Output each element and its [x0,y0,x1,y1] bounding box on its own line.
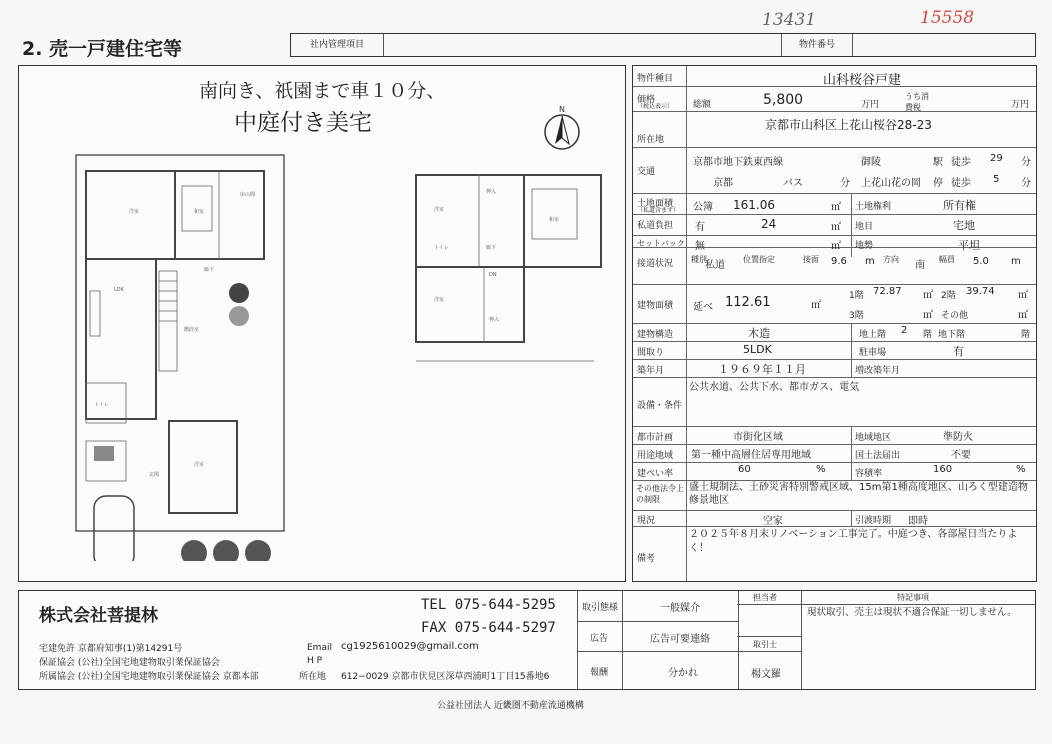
above-ground-value: 2 [901,325,908,336]
road-w-label: 幅員 [939,255,955,264]
floor3-unit: ㎡ [923,310,933,321]
zoning-label: 用途地域 [637,451,674,461]
traffic-minute-unit: 分 [1021,157,1031,168]
handwritten-number-left: 13431 [762,10,817,30]
price-value: 5,800 [763,92,804,108]
traffic-bus-minute-unit: 分 [1021,178,1031,189]
district-value: 準防火 [943,432,973,443]
below-ground-label: 地下階 [938,330,966,340]
svg-text:トイレ: トイレ [434,245,449,251]
status-value: 空家 [763,516,783,527]
type-value: 山科桜谷戸建 [823,73,902,88]
handover-label: 引渡時期 [855,516,892,526]
address-label: 所在地 [637,135,665,145]
road-kind-label: 種別 [691,255,707,264]
district-label: 地域地区 [855,433,892,443]
svg-text:玄関: 玄関 [149,472,160,478]
person-label: 担当者 [753,593,777,602]
traffic-bus-unit: 分 [840,178,850,189]
below-ground-suffix: 階 [1021,330,1031,340]
facility-value: 公共水道、公共下水、都市ガス、電気 [689,382,860,393]
svg-text:DN: DN [489,272,497,278]
land-use-value: 宅地 [953,219,975,232]
organization-footer: 公益社団法人 近畿圏不動産流通機構 [437,701,584,711]
headline-1: 南向き、祇園まで車１０分、 [199,80,446,102]
building-total-value: 112.61 [725,295,771,310]
price-total-label: 総額 [693,100,712,110]
deal-type-value: 一般媒介 [660,603,700,614]
floor3-label: 3階 [849,311,864,321]
footer-panel [18,590,1036,690]
private-road-unit: ㎡ [831,222,841,233]
svg-text:廊下: 廊下 [204,267,215,273]
floor-plan-upper [394,171,609,371]
structure-value: 木造 [748,327,770,340]
land-area-label: 土地面積 [637,199,674,209]
restrictions-label: その他法令上の制限 [636,484,684,504]
special-notes [801,591,1035,689]
land-area-unit: ㎡ [831,202,841,213]
license: 宅建免許 京都府知事(1)第14291号 [39,644,183,654]
traffic-stop-suffix: 停 [933,178,943,189]
svg-text:和室: 和室 [194,209,205,215]
price-label: 価格 [637,95,656,105]
svg-text:押入: 押入 [486,189,497,195]
restrictions-value: 盛土規制法、土砂災害特別警戒区域、15m第1種高度地区、山ろく型建造物修景地区 [689,482,1028,506]
email-label: Email [307,643,332,653]
traffic-label: 交通 [637,167,656,177]
floor2-label: 2階 [941,291,956,301]
svg-text:押入: 押入 [489,317,500,323]
built-label: 築年月 [637,366,665,376]
building-total-unit: ㎡ [811,300,821,311]
bcr-value: 60 [738,464,751,475]
private-road-value: 24 [761,217,777,231]
svg-text:LDK: LDK [114,287,124,293]
road-status-label: 接道状況 [637,259,674,269]
special-notes-value: 現状取引、売主は現状不適合保証一切しません。 [807,607,1017,618]
fee-value: 分かれ [668,668,698,679]
traffic-bus-from: 京都 [713,178,733,189]
road-w-value: 5.0 [973,256,989,267]
zoning-value: 第一種中高層住居専用地域 [691,450,811,461]
traffic-station-suffix: 駅 [933,157,943,168]
far-unit: % [1016,464,1026,475]
road-w-unit: m [1011,256,1021,267]
traffic-bus-stop: 上花山花の岡 [861,178,921,189]
above-ground-suffix: 階 [923,330,933,340]
setback-unit: ㎡ [831,241,841,252]
company-name: 株式会社菩提林 [39,606,158,626]
special-notes-label: 特記事項 [897,593,929,602]
remarks-label: 備考 [637,554,656,564]
phone-number: TEL 075-644-5295 [421,597,556,613]
city-plan-value: 市街化区域 [733,432,783,443]
parking-value: 有 [953,345,964,358]
road-width-value: 9.6 [831,256,847,267]
svg-text:洋室: 洋室 [194,462,205,468]
terrain-label: 地勢 [855,241,874,251]
setback-label: セットバック [637,239,685,248]
traffic-walk-minutes: 29 [990,153,1003,164]
address-label: 所在地 [299,672,327,682]
svg-text:床の間: 床の間 [240,192,256,198]
built-value: １９６９年１１月 [718,363,806,376]
bcr-unit: % [816,464,826,475]
company-address: 612−0029 京都市伏見区深草西浦町1丁目15番地6 [341,672,550,682]
price-unit: 万円 [861,100,880,110]
land-area-value: 161.06 [733,198,775,212]
land-right-label: 土地権利 [855,202,892,212]
parking-label: 駐車場 [859,348,887,358]
trader-label: 取引士 [753,640,777,649]
svg-text:洋室: 洋室 [129,209,140,215]
svg-text:洋室: 洋室 [434,297,445,303]
extension-label: 増改築年月 [855,366,901,376]
bcr-label: 建ぺい率 [637,469,674,479]
svg-text:和室: 和室 [549,217,560,223]
far-value: 160 [933,464,953,475]
fax-number: FAX 075-644-5297 [421,620,556,636]
tax-unit: 万円 [1011,100,1030,110]
road-width-unit: m [865,256,875,267]
remarks-value: ２０２５年８月末リノベーション工事完了。中庭つき、各部屋日当たりよく！ [689,529,1018,554]
road-direction-label: 方向 [883,255,899,264]
city-plan-label: 都市計画 [637,433,674,443]
homepage-label: H P [307,656,323,666]
management-label: 社内管理項目 [291,34,384,56]
tax-label: うち消費税 [905,92,929,112]
building-area-label: 建物面積 [637,301,674,311]
ad-label: 広告 [590,634,609,644]
land-use-label: 地目 [855,222,874,232]
address-value: 京都市山科区上花山桜谷28-23 [765,118,932,132]
road-position-label: 位置指定 [743,255,775,264]
floor2-unit: ㎡ [1018,290,1028,301]
svg-text:階段室: 階段室 [184,327,200,333]
road-width-label: 接面 [803,255,819,264]
traffic-station: 御陵 [861,157,881,168]
above-ground-label: 地上階 [859,330,887,340]
north-label: N [559,105,565,114]
spec-table [632,65,1037,582]
member-association: 所属協会 (公社)全国宅地建物取引業保証協会 京都本部 [39,672,259,682]
national-land-value: 不要 [951,450,971,461]
management-bar [290,33,1036,57]
handover-value: 即時 [908,516,928,527]
page-title: 2. 売一戸建住宅等 [22,38,183,60]
private-road-label: 私道負担 [637,221,674,231]
svg-text:洋室: 洋室 [434,207,445,213]
person-grid [737,591,802,689]
traffic-bus-walk-label: 徒歩 [951,178,971,189]
land-area-prefix: 公簿 [693,202,713,213]
road-kind-value: 私道 [705,260,725,271]
traffic-bus-mode: バス [783,178,803,189]
facility-label: 設備・条件 [637,401,683,411]
deal-type-label: 取引態様 [582,603,619,613]
national-land-label: 国土法届出 [855,451,901,461]
price-sub-label: （税込表示） [637,103,674,110]
floor1-unit: ㎡ [923,290,933,301]
layout-label: 間取り [637,348,665,358]
floor2-value: 39.74 [966,286,995,297]
email-address[interactable]: cg1925610029@gmail.com [341,641,479,652]
far-label: 容積率 [855,469,883,479]
floor1-value: 72.87 [873,286,902,297]
transaction-grid [577,591,739,689]
private-road-has: 有 [695,222,705,233]
fee-label: 報酬 [590,668,609,678]
traffic-line-name: 京都市地下鉄東西線 [693,157,783,168]
floor-plan-panel [18,65,626,582]
traffic-walk-label: 徒歩 [951,157,971,168]
terrain-value: 平坦 [958,239,980,252]
type-label: 物件種目 [637,74,674,84]
svg-text:廊下: 廊下 [486,245,497,251]
land-area-sub-label: （私道含まず） [637,207,680,214]
handwritten-number-right: 15558 [920,8,975,28]
property-number-label: 物件番号 [781,34,853,56]
floor1-label: 1階 [849,291,864,301]
road-direction-value: 南 [915,260,925,271]
ad-value: 広告可要連絡 [650,634,710,645]
layout-value: 5LDK [743,343,772,356]
setback-value: 無 [695,241,705,252]
other-floor-label: その他 [941,311,969,321]
headline-2: 中庭付き美宅 [234,110,372,136]
structure-label: 建物構造 [637,330,674,340]
status-label: 現況 [637,516,656,526]
building-total-prefix: 延べ [693,302,713,313]
floor-plan-ground [64,151,299,561]
other-floor-unit: ㎡ [1018,310,1028,321]
svg-text:トイレ: トイレ [94,402,109,408]
traffic-bus-walk-minutes: 5 [993,174,1000,185]
north-compass-icon [541,104,583,152]
land-right-value: 所有権 [943,199,976,212]
guarantee-association: 保証協会 (公社)全国宅地建物取引業保証協会 [39,658,220,668]
trader-name: 楊文羅 [751,669,781,680]
